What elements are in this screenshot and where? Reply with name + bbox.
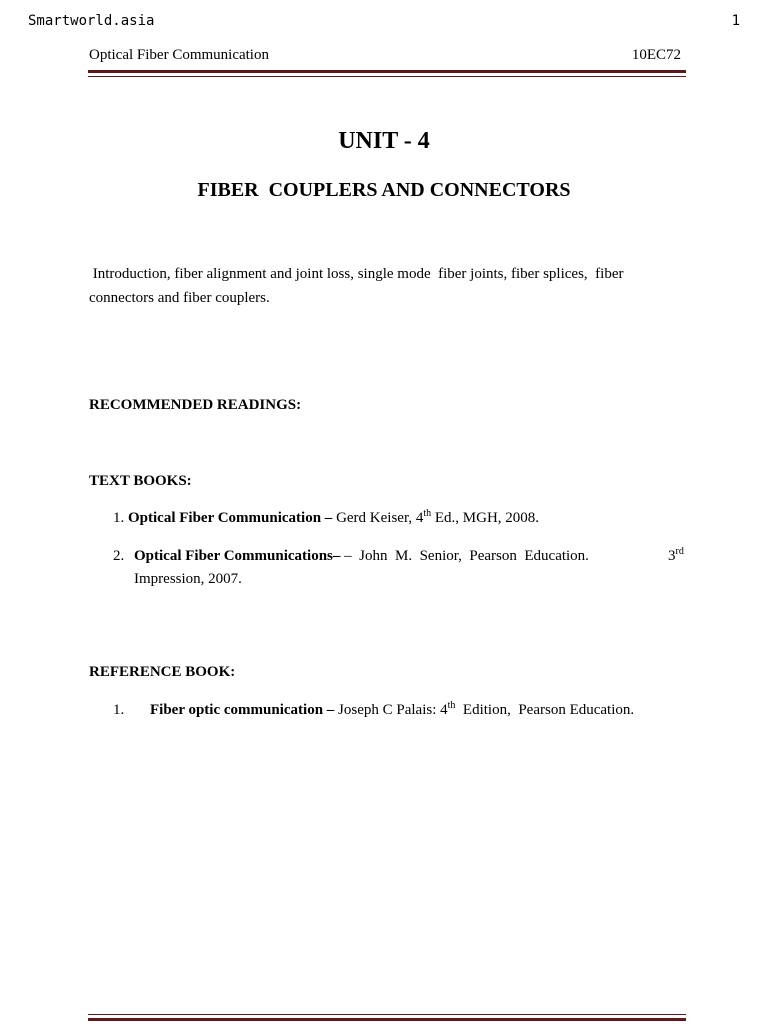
syllabus-paragraph — [89, 262, 649, 310]
course-title: Optical Fiber Communication — [89, 47, 269, 63]
book-details: Joseph C Palais: 4 — [334, 702, 448, 718]
syllabus-line-2: connectors and fiber couplers. — [89, 290, 270, 306]
book-details: Gerd Keiser, 4 — [332, 510, 424, 526]
recommended-readings-heading: RECOMMENDED READINGS: — [89, 397, 302, 413]
reference-book-heading: REFERENCE BOOK: — [89, 664, 236, 680]
book-details-end: Ed., MGH, 2008. — [431, 510, 540, 526]
unit-subtitle: FIBER COUPLERS AND CONNECTORS — [197, 179, 571, 201]
text-book-item-2-line-2: Impression, 2007. — [134, 571, 242, 587]
text-book-item-2-impression — [668, 548, 684, 565]
book-details-end: Edition, Pearson Education. — [455, 702, 635, 718]
superscript: th — [423, 508, 432, 519]
impression-number: 3 — [668, 548, 676, 564]
reference-book-item-1 — [150, 702, 634, 719]
item-number: 1. — [113, 510, 125, 526]
text-book-item-2 — [134, 548, 589, 565]
text-book-item-1 — [113, 510, 539, 527]
footer-rule-thick — [88, 1018, 686, 1021]
book-details: – John M. Senior, Pearson Education. — [344, 548, 589, 564]
text-books-heading: TEXT BOOKS: — [89, 473, 192, 489]
syllabus-line-1: Introduction, fiber alignment and joint loss, single mode fiber joints, fiber splices, fiber — [89, 266, 624, 282]
superscript: rd — [675, 546, 684, 557]
superscript: th — [447, 700, 456, 711]
book-title: Optical Fiber Communications– — [134, 548, 341, 564]
text-book-item-2-number: 2. — [113, 548, 125, 564]
page-number: 1 — [731, 13, 740, 29]
header-rule-thick — [88, 70, 686, 73]
footer-rule-thin — [88, 1014, 686, 1015]
site-name: Smartworld.asia — [28, 13, 155, 29]
unit-title: UNIT - 4 — [338, 128, 430, 154]
reference-book-item-1-number: 1. — [113, 702, 125, 718]
book-title: Optical Fiber Communication – — [128, 510, 333, 526]
header-rule-thin — [88, 76, 686, 77]
course-code: 10EC72 — [631, 47, 681, 63]
book-title: Fiber optic communication – — [150, 702, 335, 718]
